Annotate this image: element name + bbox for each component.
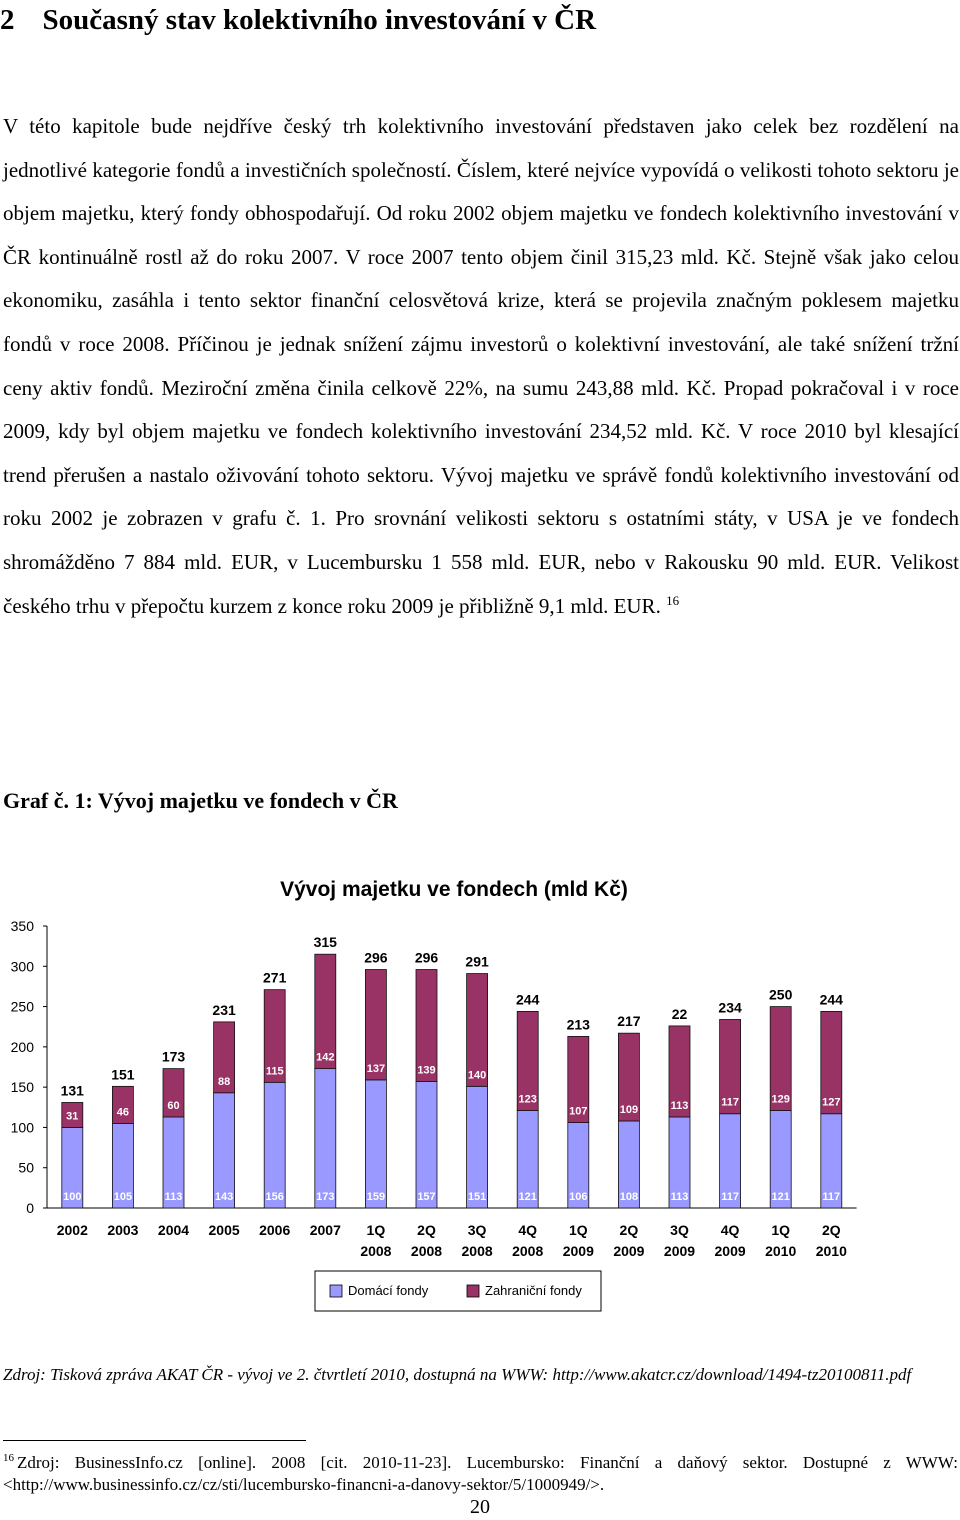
data-label-domestic: 121 [771,1191,790,1203]
data-label-foreign: 123 [518,1093,537,1106]
x-tick-label: 2004 [157,1222,190,1238]
chapter-number: 2 [0,4,15,36]
y-tick-label: 100 [10,1119,34,1136]
data-label-domestic: 157 [417,1191,436,1203]
data-label-foreign: 46 [116,1106,130,1119]
bar-domestic [315,1069,336,1208]
x-tick-label: 2009 [613,1243,645,1259]
bar-domestic [467,1086,488,1208]
data-label-foreign: 109 [619,1103,639,1116]
bar-domestic [416,1082,437,1208]
x-tick-label: 1Q [568,1222,588,1238]
y-tick-label: 350 [10,918,34,934]
data-label-total: 231 [212,1001,236,1018]
chart-title: Vývoj majetku ve fondech (mld Kč) [280,878,628,901]
figure-source: Zdroj: Tisková zpráva AKAT ČR - vývoj ve 2. čtvrtletí 2010, dostupná na WWW: http://www.akatcr.cz/download/1494-tz20100811.pdf [3,1365,912,1384]
x-tick-label: 3Q [670,1222,689,1238]
data-label-foreign: 127 [822,1096,841,1109]
legend-swatch-domestic [330,1285,342,1297]
data-label-total: 151 [111,1066,135,1083]
body-paragraph [3,105,959,628]
data-label-total: 291 [465,953,489,970]
data-label-domestic: 159 [366,1191,386,1203]
x-tick-label: 2006 [259,1222,291,1238]
chapter-heading [0,4,596,37]
data-label-total: 22 [671,1005,688,1022]
data-label-domestic: 151 [467,1191,487,1203]
data-label-foreign: 88 [217,1075,231,1088]
x-tick-label: 1Q [771,1222,791,1238]
data-label-total: 271 [263,969,287,986]
x-tick-label: 2010 [765,1243,797,1259]
footnote-text: Zdroj: BusinessInfo.cz [online]. 2008 [cit. 2010-11-23]. Lucembursko: Finanční a daňový sektor. Dostupné z WWW: <http://www.businessinfo.cz/cz/sti/lucembursko-financni-a-danovy-sektor/5/1000949/>. [3,1453,958,1494]
data-label-foreign: 107 [569,1105,588,1118]
x-tick-label: 2Q [619,1222,639,1238]
x-tick-label: 2010 [815,1243,847,1259]
data-label-foreign: 140 [467,1069,487,1082]
x-tick-label: 2008 [461,1243,493,1259]
data-label-total: 296 [364,949,388,966]
x-tick-label: 2008 [410,1243,443,1259]
x-tick-label: 1Q [366,1222,386,1238]
data-label-total: 296 [414,949,439,966]
x-tick-label: 2Q [417,1222,436,1238]
footnote-separator [3,1440,306,1441]
legend-label-domestic: Domácí fondy [348,1283,429,1298]
data-label-total: 234 [718,999,742,1016]
page-number: 20 [470,1496,490,1518]
data-label-domestic: 106 [569,1191,588,1203]
x-tick-label: 2009 [714,1243,746,1259]
x-tick-label: 2009 [562,1243,594,1259]
x-tick-label: 2003 [107,1222,139,1238]
legend-label-foreign: Zahraniční fondy [485,1283,582,1298]
data-label-domestic: 113 [164,1191,183,1203]
data-label-total: 250 [769,986,793,1003]
data-label-domestic: 121 [518,1191,537,1203]
data-label-foreign: 139 [417,1064,436,1077]
data-label-total: 217 [617,1013,641,1030]
x-tick-label: 2Q [821,1222,841,1238]
asset-development-chart [0,862,960,1322]
bar-domestic [264,1082,285,1208]
data-label-domestic: 117 [721,1191,739,1203]
data-label-foreign: 117 [721,1096,739,1109]
data-label-foreign: 129 [771,1093,790,1106]
data-label-domestic: 156 [265,1191,284,1203]
data-label-foreign: 115 [265,1065,284,1078]
paragraph-text: V této kapitole bude nejdříve český trh kolektivního investování představen jako celek bez rozdělení na jednotlivé kategorie fondů a investičních společností. Číslem, které nejvíce vypovídá o velikosti tohoto sektoru je objem majetku, který fondy obhospodařují. Od roku 2002 objem majetku ve fondech kolektivního investování v ČR kontinuálně rostl až do roku 2007. V roce 2007 tento objem činil 315,23 mld. Kč. Stejně však jako celou ekonomiku, zasáhla i tento sektor finanční celosvětová krize, která se projevila značným poklesem majetku fondů v roce 2008. Příčinou je jednak snížení zájmu investorů o kolektivní investování, ale také snížení tržní ceny aktiv fondů. Meziroční změna činila celkově 22%, na sumu 243,88 mld. Kč. Propad pokračoval i v roce 2009, kdy byl objem majetku ve fondech kolektivního investování 234,52 mld. Kč. V roce 2010 byl klesající trend přerušen a nastalo oživování tohoto sektoru. Vývoj majetku ve správě fondů kolektivního investování od roku 2002 je zobrazen v grafu č. 1. Pro srovnání velikosti sektoru s ostatními státy, v USA je ve fondech shromážděno 7 884 mld. EUR, v Lucembursku 1 558 mld. EUR, nebo v Rakousku 90 mld. EUR. Velikost českého trhu v přepočtu kurzem z konce roku 2009 je přibližně 9,1 mld. EUR. [3,114,959,618]
y-tick-label: 150 [10,1079,34,1096]
data-label-total: 244 [516,991,540,1008]
figure-caption: Graf č. 1: Vývoj majetku ve fondech v ČR [3,788,398,813]
y-tick-label: 50 [18,1159,34,1176]
data-label-domestic: 117 [822,1191,841,1203]
data-label-foreign: 113 [670,1099,689,1112]
x-tick-label: 4Q [720,1222,740,1238]
data-label-foreign: 60 [167,1099,180,1112]
footnote-reference: 16 [666,592,680,608]
x-tick-label: 2005 [208,1222,240,1238]
y-tick-label: 250 [10,998,34,1015]
data-label-domestic: 100 [63,1191,82,1203]
data-label-domestic: 113 [670,1191,689,1203]
data-label-foreign: 31 [66,1110,79,1123]
data-label-domestic: 105 [113,1191,133,1203]
footnote [3,1452,958,1496]
data-label-total: 315 [313,934,337,951]
y-tick-label: 0 [26,1200,34,1216]
data-label-total: 213 [566,1016,590,1033]
x-tick-label: 3Q [467,1222,487,1238]
legend-swatch-foreign [467,1285,479,1297]
y-tick-label: 200 [10,1038,34,1055]
chart-bars [62,954,842,1208]
x-tick-label: 2008 [512,1243,544,1259]
bar-domestic [365,1080,386,1208]
x-tick-label: 4Q [518,1222,538,1238]
chapter-title: Současný stav kolektivního investování v ČR [42,4,597,36]
data-label-domestic: 108 [619,1191,639,1203]
data-label-total: 173 [161,1048,186,1065]
x-tick-label: 2008 [360,1243,392,1259]
chart-legend [315,1271,601,1311]
data-label-total: 244 [819,991,843,1008]
data-label-foreign: 137 [366,1062,386,1075]
x-tick-label: 2007 [309,1222,341,1238]
data-label-total: 131 [60,1082,84,1099]
data-label-domestic: 143 [214,1191,234,1203]
footnote-number: 16 [3,1452,14,1465]
data-label-foreign: 142 [316,1051,335,1064]
x-tick-label: 2009 [663,1243,696,1259]
x-tick-label: 2002 [56,1222,88,1238]
data-label-domestic: 173 [316,1191,335,1203]
y-tick-label: 300 [10,958,34,975]
